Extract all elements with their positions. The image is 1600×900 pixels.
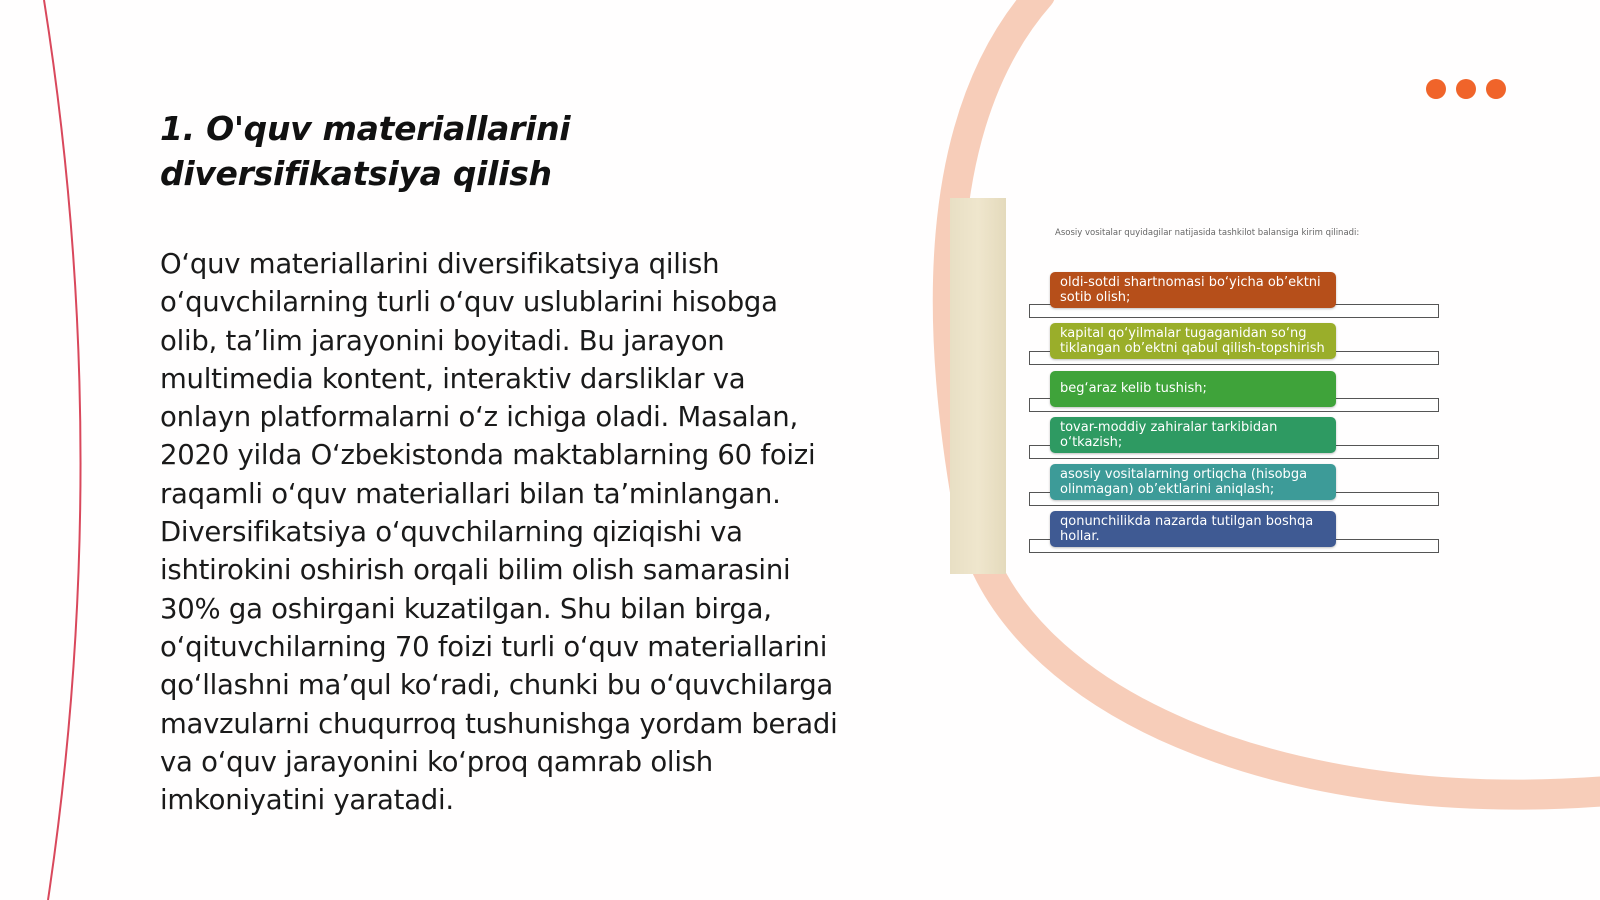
left-curve-line — [44, 0, 81, 900]
dot-icon — [1456, 79, 1476, 99]
list-item: qonunchilikda nazarda tutilgan boshqa hollar. — [1050, 511, 1336, 547]
decorative-dots — [1426, 79, 1506, 99]
list-item: kapital qo‘yilmalar tugaganidan so‘ng tiklangan ob’ektni qabul qilish-topshirish — [1050, 323, 1336, 359]
list-item: asosiy vositalarning ortiqcha (hisobga olinmagan) ob’ektlarini aniqlash; — [1050, 464, 1336, 500]
figure-side-strip — [950, 198, 1006, 574]
list-item: oldi-sotdi shartnomasi bo‘yicha ob’ektni sotib olish; — [1050, 272, 1336, 308]
dot-icon — [1486, 79, 1506, 99]
list-item: beg‘araz kelib tushish; — [1050, 371, 1336, 407]
list-item: tovar-moddiy zahiralar tarkibidan o‘tkazish; — [1050, 417, 1336, 453]
body-paragraph: O‘quv materiallarini diversifikatsiya qilish o‘quvchilarning turli o‘quv uslublarini hisobga olib, ta’lim jarayonini boyitadi. Bu jarayon multimedia kontent, interaktiv darsliklar va onlayn platformalarni o‘z ichiga oladi. Masalan, 2020 yilda O‘zbekistonda maktablarning 60 foizi raqamli o‘quv materiallari bilan ta’minlangan. Diversifikatsiya o‘quvchilarning qiziqishi va ishtirokini oshirish orqali bilim olish samarasini 30% ga oshirgani kuzatilgan. Shu bilan birga, o‘qituvchilarning 70 foizi turli o‘quv materiallarini qo‘llashni ma’qul ko‘radi, chunki bu o‘quvchilarga mavzularni chuqurroq tushunishga yordam beradi va o‘quv jarayonini ko‘proq qamrab olish imkoniyatini yaratadi. — [160, 248, 838, 817]
page-title: 1. O'quv materiallarini diversifikatsiya qilish — [160, 109, 571, 193]
dot-icon — [1426, 79, 1446, 99]
embedded-image — [950, 198, 1450, 576]
figure-caption: Asosiy vositalar quyidagilar natijasida tashkilot balansiga kirim qilinadi: — [1055, 228, 1360, 238]
